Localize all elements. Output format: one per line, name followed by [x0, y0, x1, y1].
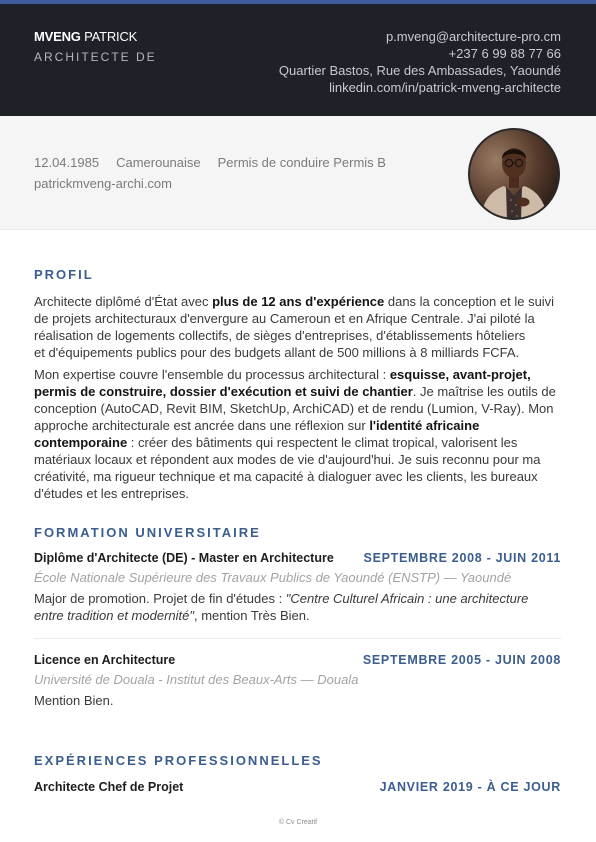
text-line: [34, 293, 561, 310]
quoted-project-title: entre tradition et modernité": [34, 607, 194, 623]
linkedin-link[interactable]: linkedin.com/in/patrick-mveng-architecte: [329, 79, 561, 95]
entry-dates: SEPTEMBRE 2008 - JUIN 2011: [363, 550, 561, 565]
profile-paragraph: [34, 366, 561, 502]
text-run: , mention Très Bien.: [193, 607, 310, 623]
text-run: Mention Bien.: [34, 692, 114, 708]
text-line: [34, 434, 561, 451]
text-line: [34, 485, 561, 502]
personal-info-band: [0, 116, 596, 230]
text-run: : créer des bâtiments qui respectent le climat tropical, valorisent les: [127, 434, 518, 450]
text-run: conception (AutoCAD, Revit BIM, SketchUp, ArchiCAD) et de rendu (Lumion, V-Ray). Mon: [34, 400, 554, 416]
section-title-education: FORMATION UNIVERSITAIRE: [34, 525, 261, 540]
education-entry: [34, 550, 561, 624]
entry-divider: [34, 638, 561, 639]
candidate-last-name: MVENG: [34, 28, 81, 44]
entry-header: [34, 652, 561, 669]
text-run: matériaux locaux et répondent aux modes de vie d'aujourd'hui. Je suis reconnu pour ma: [34, 451, 541, 467]
text-line: [34, 366, 561, 383]
quoted-project-title: "Centre Culturel Africain : une architecture: [285, 590, 529, 606]
profile-photo-image: [468, 128, 560, 220]
job-title: ARCHITECTE DE: [34, 49, 157, 64]
highlighted-text: l'identité africaine: [369, 417, 480, 433]
photo-hand: [517, 198, 530, 207]
profile-paragraph: [34, 293, 561, 361]
postal-address: Quartier Bastos, Rue des Ambassades, Yaoundé: [278, 62, 561, 78]
text-line: [34, 400, 561, 417]
footer-credit: © Cv Creatif: [278, 819, 318, 826]
text-line: [34, 590, 561, 607]
website-link[interactable]: patrickmveng-archi.com: [34, 175, 172, 191]
highlighted-text: permis de construire, dossier d'exécution et suivi de chantier: [34, 383, 413, 399]
text-run: dans la conception et le suivi: [384, 293, 555, 309]
entry-dates: SEPTEMBRE 2005 - JUIN 2008: [362, 652, 561, 667]
education-entry: [34, 652, 561, 709]
text-run: Major de promotion. Projet de fin d'études :: [34, 590, 286, 606]
text-run: Mon expertise couvre l'ensemble du processus architectural :: [34, 366, 390, 382]
text-run: de projets architecturaux d'envergure au Cameroun et en Afrique Centrale. J'ai piloté la: [34, 310, 535, 326]
text-run: d'études et les entreprises.: [34, 485, 189, 501]
entry-description: [34, 692, 561, 709]
entry-description: [34, 590, 561, 624]
section-title-experience: EXPÉRIENCES PROFESSIONNELLES: [34, 753, 323, 768]
contact-details: [279, 28, 561, 96]
email-link[interactable]: p.mveng@architecture-pro.cm: [385, 28, 561, 44]
section-title-profile: PROFIL: [34, 267, 94, 282]
experience-entry: [34, 779, 561, 796]
text-line: [34, 468, 561, 485]
text-line: [34, 344, 561, 361]
text-line: [34, 417, 561, 434]
text-line: [34, 383, 561, 400]
personal-info-row: [34, 154, 386, 171]
highlighted-text: esquisse, avant-projet,: [389, 366, 531, 382]
candidate-name: [34, 28, 137, 45]
text-line: [34, 327, 561, 344]
phone-number: +237 6 99 88 77 66: [448, 45, 561, 61]
text-line: [34, 692, 561, 709]
text-line: [34, 310, 561, 327]
text-run: approche architecturale est ancrée dans une réflexion sur: [34, 417, 370, 433]
job-position-title: Architecte Chef de Projet: [34, 779, 184, 794]
degree-title: Diplôme d'Architecte (DE) - Master en Architecture: [34, 550, 334, 565]
cv-header: [0, 4, 596, 116]
entry-header: [34, 779, 561, 796]
institution-name: École Nationale Supérieure des Travaux Publics de Yaoundé (ENSTP) — Yaoundé: [34, 569, 512, 585]
degree-title: Licence en Architecture: [34, 652, 176, 667]
birth-date: 12.04.1985: [34, 154, 100, 170]
profile-summary: [34, 293, 561, 502]
text-run: Architecte diplômé d'État avec: [34, 293, 213, 309]
candidate-first-name: PATRICK: [84, 28, 138, 44]
text-run: . Je maîtrise les outils de: [412, 383, 556, 399]
nationality: Camerounaise: [116, 154, 201, 170]
profile-photo: [468, 128, 560, 220]
highlighted-text: contemporaine: [34, 434, 128, 450]
entry-header: [34, 550, 561, 567]
text-line: [34, 607, 561, 624]
entry-dates: JANVIER 2019 - À CE JOUR: [379, 779, 561, 794]
institution-name: Université de Douala - Institut des Beaux-Arts — Douala: [34, 671, 359, 687]
text-run: et d'équipements publics pour des budgets allant de 500 millions à 8 milliards FCFA.: [34, 344, 520, 360]
text-line: [34, 451, 561, 468]
text-run: créativité, ma rigueur technique et ma capacité à dialoguer avec les clients, les bureaux: [34, 468, 538, 484]
highlighted-text: plus de 12 ans d'expérience: [212, 293, 385, 309]
text-run: réalisation de logements collectifs, de sièges d'entreprises, d'établissements hôteliers: [34, 327, 526, 343]
driving-license: Permis de conduire Permis B: [217, 154, 386, 170]
